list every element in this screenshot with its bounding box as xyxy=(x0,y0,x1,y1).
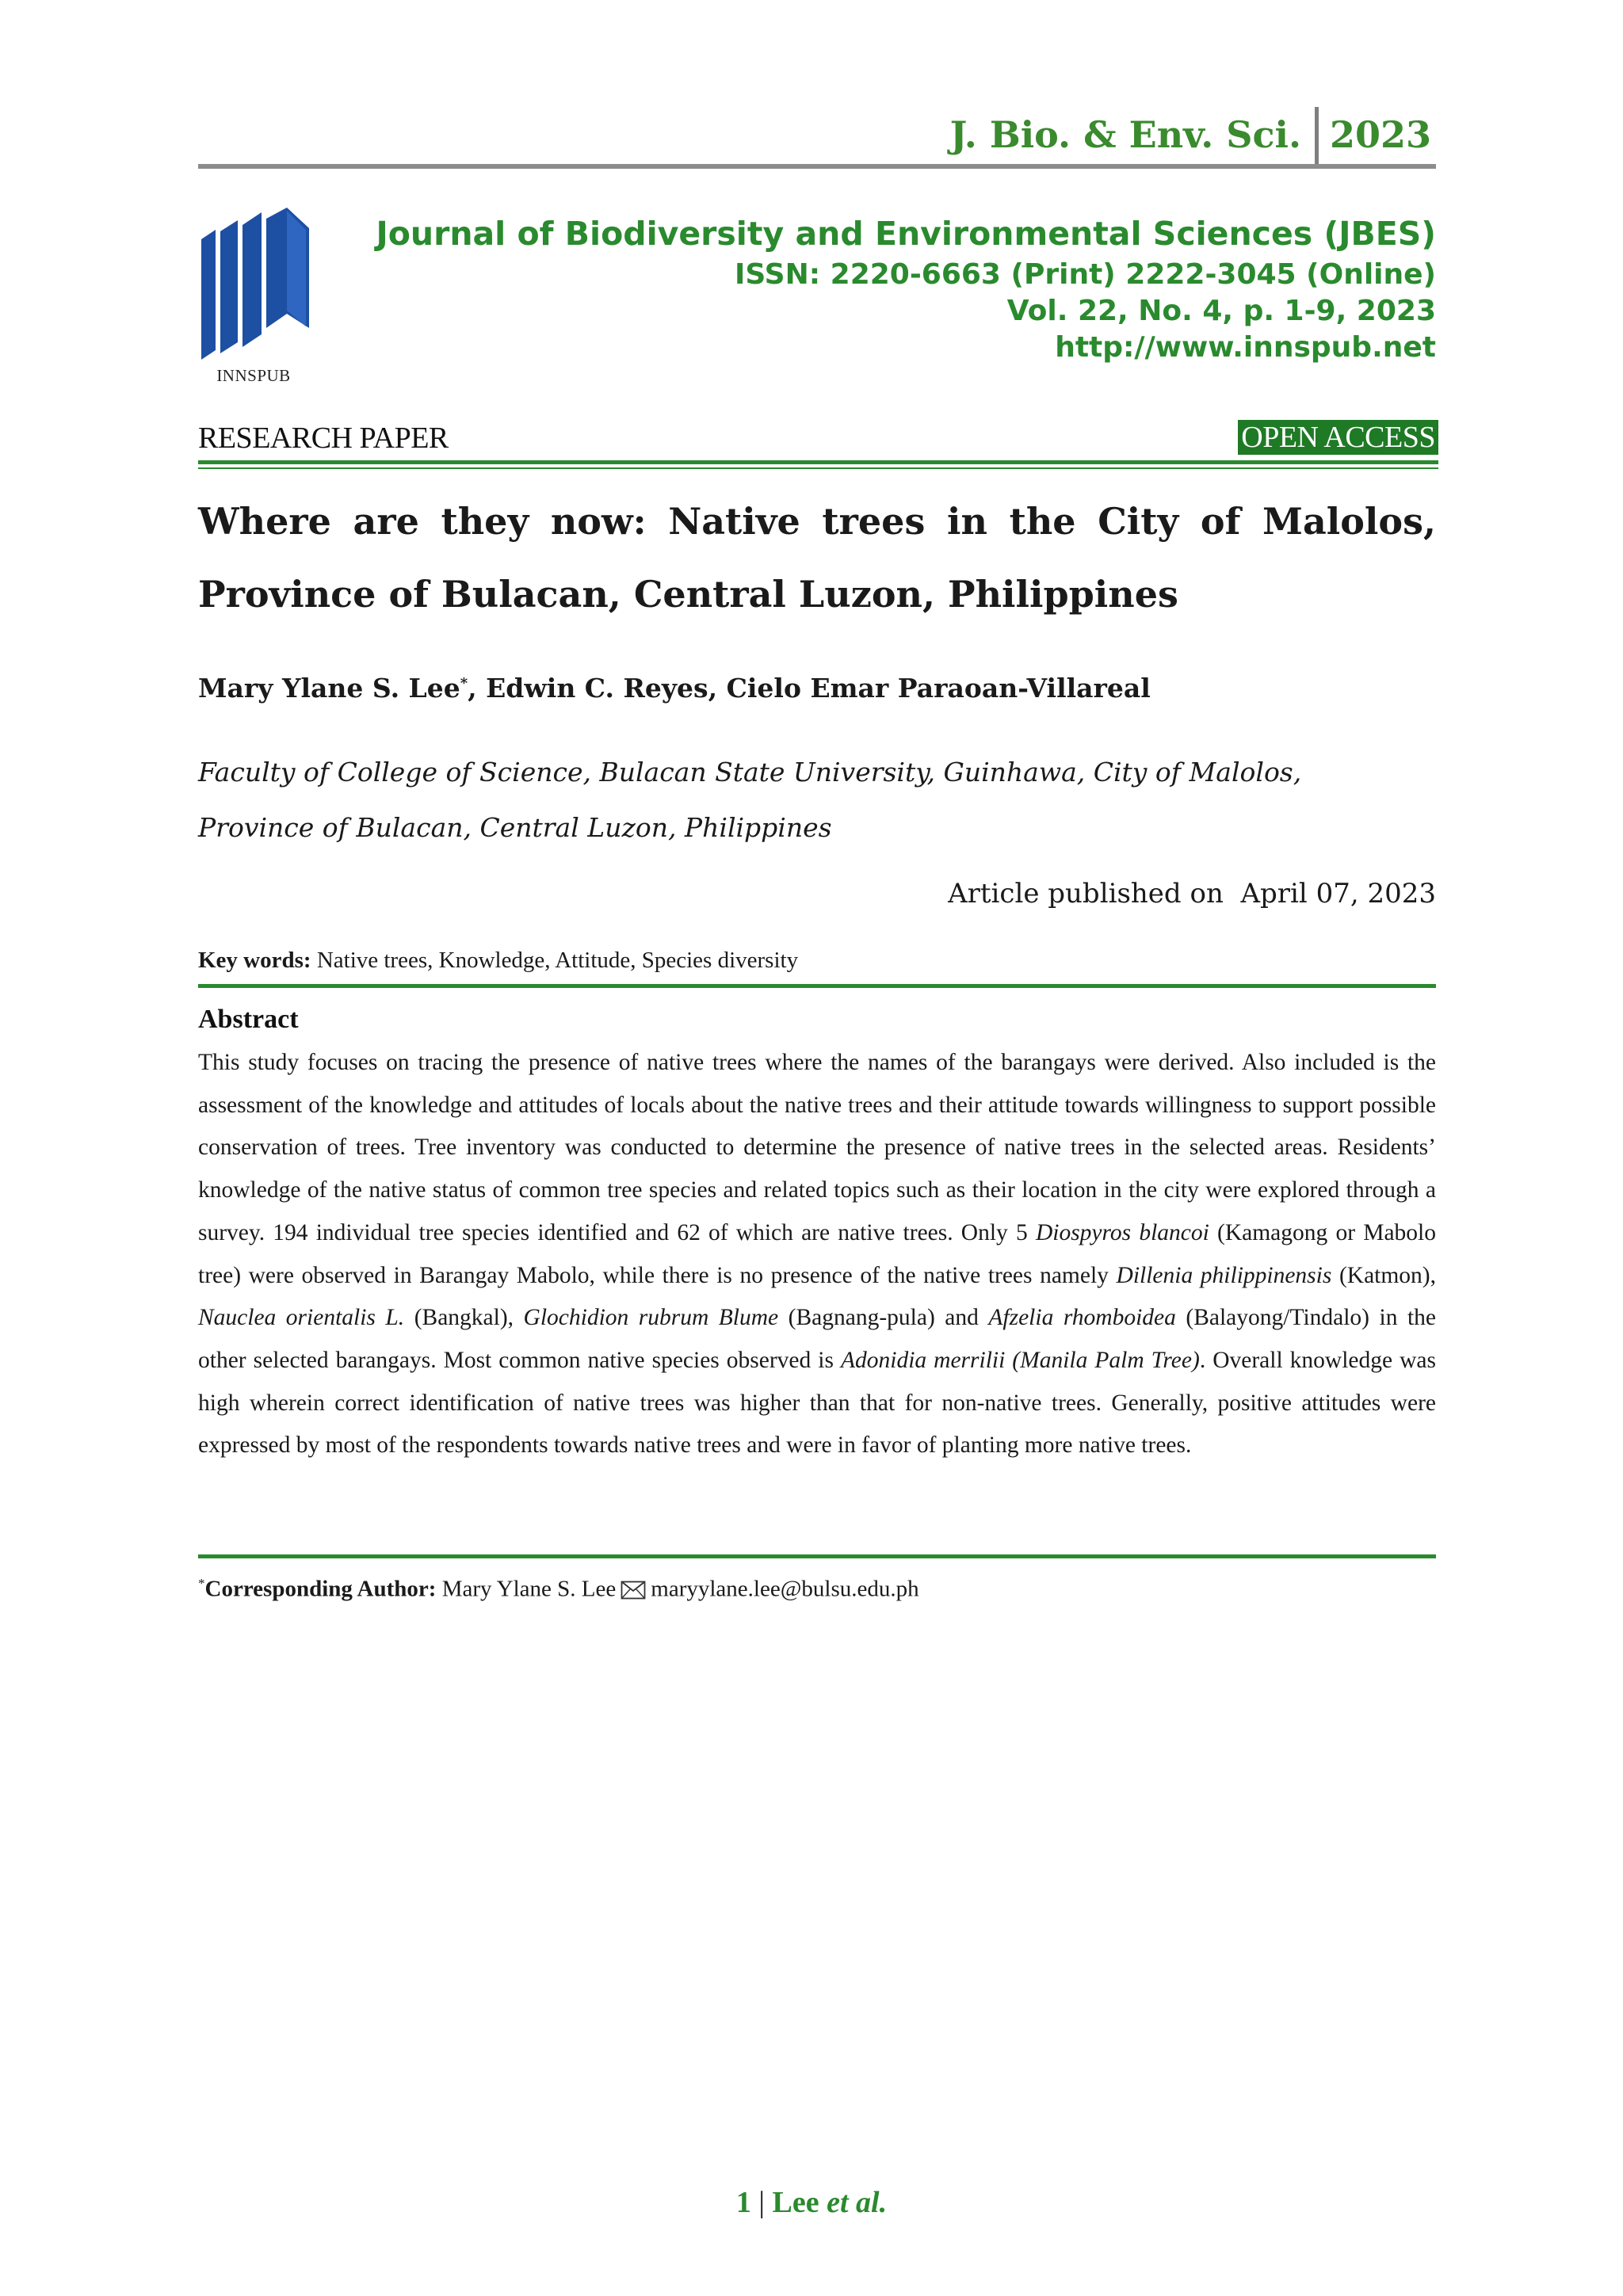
affiliation xyxy=(198,745,1301,856)
abstract-text-3: (Katmon), xyxy=(1331,1262,1436,1288)
running-header-divider xyxy=(1315,107,1319,166)
abstract-text-5: (Bagnang-pula) and xyxy=(778,1305,989,1331)
footer-author: Lee xyxy=(772,2186,827,2219)
journal-url[interactable]: http://www.innspub.net xyxy=(1055,331,1436,364)
abstract-heading: Abstract xyxy=(198,1005,299,1034)
publisher-logo xyxy=(198,208,321,390)
corresponding-mark: * xyxy=(460,675,468,692)
abstract-text-4: (Bangkal), xyxy=(404,1305,524,1331)
footer-separator: | xyxy=(750,2186,773,2219)
author-rest: , Edwin C. Reyes, Cielo Emar Paraoan-Villareal xyxy=(468,673,1151,704)
species-name: Diospyros blancoi xyxy=(1035,1219,1209,1245)
affiliation-line1: Faculty of College of Science, Bulacan State University, Guinhawa, City of Malolos, xyxy=(198,757,1302,788)
header-rule xyxy=(198,164,1436,169)
journal-info xyxy=(376,211,1436,366)
affiliation-line2: Province of Bulacan, Central Luzon, Philippines xyxy=(198,812,832,843)
authors xyxy=(198,664,1151,708)
paper-type: RESEARCH PAPER xyxy=(198,421,449,455)
species-name: Nauclea orientalis L. xyxy=(198,1305,405,1331)
footer-etal: et al. xyxy=(827,2186,888,2219)
type-rule-thin xyxy=(198,467,1438,469)
abstract-body xyxy=(198,1042,1436,1467)
paper-title xyxy=(198,485,1436,631)
species-name: Dillenia philippinensis xyxy=(1116,1262,1332,1288)
species-name: Adonidia merrilii (Manila Palm Tree) xyxy=(840,1347,1200,1373)
abstract-text-2: (Kamagong or Mabolo tree) were observed in Barangay Mabolo, while there is no presence of the native trees namely xyxy=(198,1219,1436,1288)
abstract-text-1: This study focuses on tracing the presence of native trees where the names of the barangays were derived. Also included is the assessment of the knowledge and attitudes of locals about the native trees and their attitude towards willingness to support possible conservation of trees. Tree inventory was conducted to determine the presence of native trees in the selected areas. Residents’ knowledge of the native status of common tree species and related topics such as their location in the city were explored through a survey. 194 individual tree species identified and 62 of which are native trees. Only 5 xyxy=(198,1050,1436,1245)
book-pages-logo-icon xyxy=(198,208,317,366)
author-first: Mary Ylane S. Lee xyxy=(198,673,460,704)
paper-title-line1: Where are they now: Native trees in the City of Malolos, xyxy=(198,500,1436,543)
envelope-icon xyxy=(621,1581,646,1600)
corresponding-name: Mary Ylane S. Lee xyxy=(436,1576,617,1602)
keywords xyxy=(198,943,798,978)
open-access-badge: OPEN ACCESS xyxy=(1238,420,1438,455)
published-date: Article published on April 07, 2023 xyxy=(948,878,1436,910)
corresponding-email[interactable]: maryylane.lee@bulsu.edu.ph xyxy=(651,1576,919,1602)
abstract-text-7: . Overall knowledge was high wherein correct identification of native trees was higher than that for non-native trees. Generally, positive attitudes were expressed by most of the respondents towards native trees and were in favor of planting more native trees. xyxy=(198,1347,1436,1459)
keywords-rule xyxy=(198,984,1436,988)
abstract-text-6: (Balayong/Tindalo) in the other selected barangays. Most common native species observed is xyxy=(198,1305,1436,1373)
page-number: 1 xyxy=(735,2186,751,2219)
publisher-logo-text: INNSPUB xyxy=(216,366,291,385)
journal-volume: Vol. 22, No. 4, p. 1-9, 2023 xyxy=(1006,295,1436,327)
keywords-label: Key words: xyxy=(198,948,311,973)
page-footer xyxy=(0,2183,1623,2222)
paper-title-line2: Province of Bulacan, Central Luzon, Philippines xyxy=(198,573,1178,616)
running-header-year: 2023 xyxy=(1329,113,1432,156)
corresponding-mark: * xyxy=(198,1576,205,1591)
journal-issn: ISSN: 2220-6663 (Print) 2222-3045 (Online) xyxy=(734,258,1436,291)
keywords-value: Native trees, Knowledge, Attitude, Species diversity xyxy=(311,948,799,973)
corresponding-label: Corresponding Author: xyxy=(204,1576,437,1602)
species-name: Glochidion rubrum Blume xyxy=(523,1305,779,1331)
paper-type-bar xyxy=(198,418,1438,466)
running-header xyxy=(198,107,1436,170)
abstract-rule xyxy=(198,1554,1436,1558)
running-header-journal: J. Bio. & Env. Sci. xyxy=(949,113,1301,156)
journal-name: Journal of Biodiversity and Environmental Sciences (JBES) xyxy=(376,215,1436,253)
species-name: Afzelia rhomboidea xyxy=(988,1305,1176,1331)
type-rule xyxy=(198,460,1438,464)
corresponding-author xyxy=(198,1565,919,1608)
